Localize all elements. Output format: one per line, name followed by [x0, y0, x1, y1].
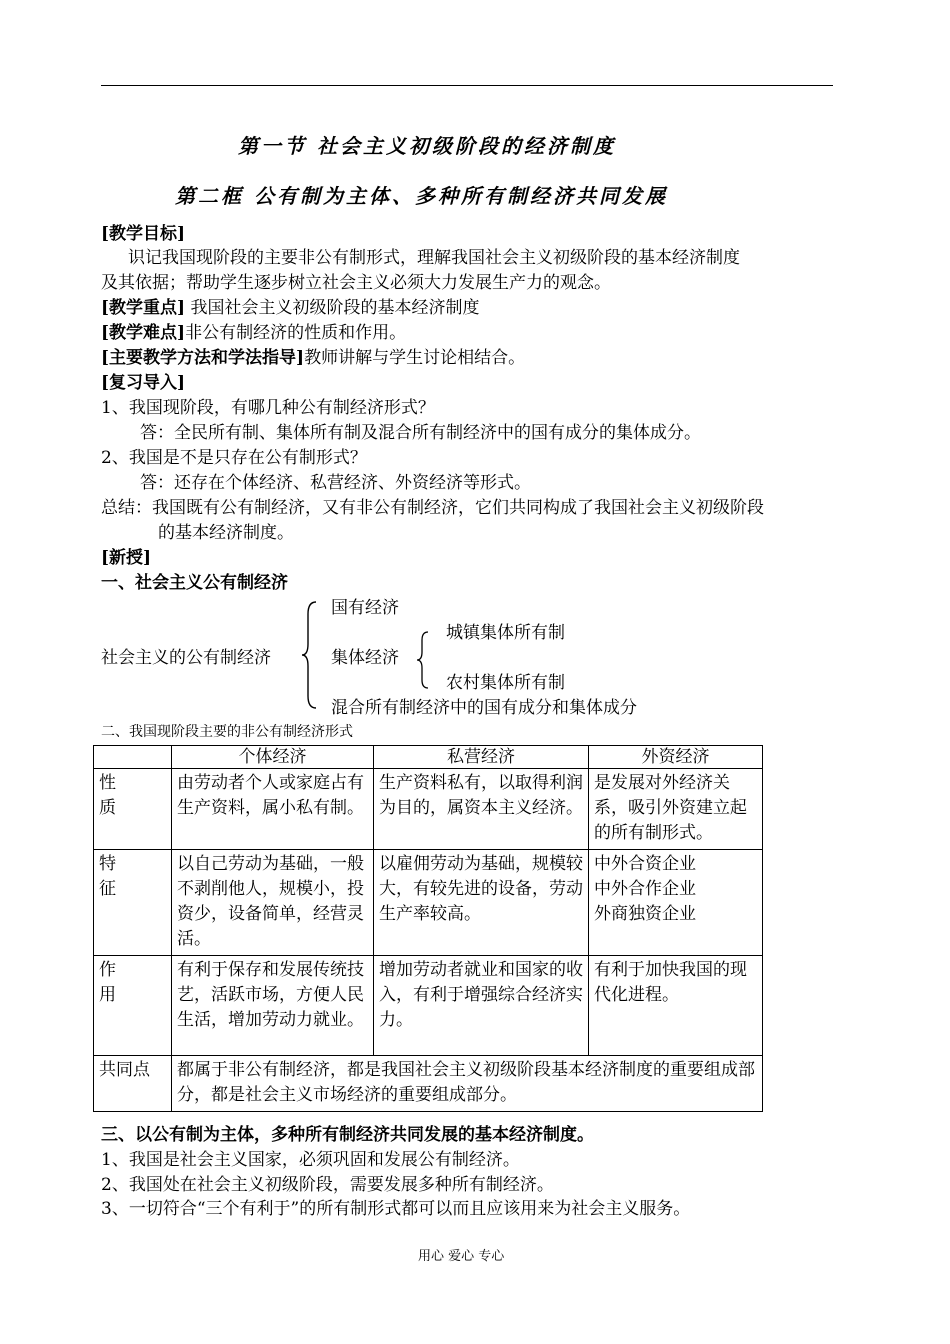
- section-1-heading: 一、社会主义公有制经济: [101, 573, 288, 593]
- tree-state-economy: 国有经济: [331, 598, 399, 618]
- tree-root: 社会主义的公有制经济: [101, 648, 271, 668]
- section-3-point-3: 3、一切符合“三个有利于”的所有制形式都可以而且应该用来为社会主义服务。: [101, 1199, 691, 1219]
- foreign-form-item: 中外合资企业: [594, 854, 696, 874]
- table-header-row: [94, 746, 763, 769]
- row-label: 共同点: [94, 1056, 172, 1112]
- objectives-line-1: 识记我国现阶段的主要非公有制形式，理解我国社会主义初级阶段的基本经济制度: [128, 248, 740, 268]
- page-title: 第一节 社会主义初级阶段的经济制度: [238, 134, 616, 158]
- table-header-cell: 个体经济: [172, 746, 374, 769]
- tree-rural-collective: 农村集体所有制: [446, 673, 565, 693]
- row-label: 性质: [94, 769, 172, 850]
- section-3-point-2: 2、我国处在社会主义初级阶段，需要发展多种所有制经济。: [101, 1175, 554, 1195]
- page-subtitle: 第二框 公有制为主体、多种所有制经济共同发展: [175, 184, 668, 208]
- tree-collective-economy: 集体经济: [331, 648, 399, 668]
- non-public-economy-table: [93, 745, 763, 1112]
- foreign-form-item: 中外合作企业: [594, 879, 696, 899]
- review-summary-line-2: 的基本经济制度。: [158, 523, 294, 543]
- method-label: [主要教学方法和学法指导]: [101, 348, 305, 368]
- row-label: 作用: [94, 956, 172, 1056]
- key-point-label: [教学重点]: [101, 298, 186, 318]
- difficulty-line: [101, 323, 406, 343]
- foreign-form-item: 外商独资企业: [594, 904, 696, 924]
- review-question-1: 1、我国现阶段，有哪几种公有制经济形式？: [101, 398, 435, 418]
- difficulty-text: 非公有制经济的性质和作用。: [185, 323, 407, 343]
- table-header-cell: [94, 746, 172, 769]
- objectives-line-2: 及其依据；帮助学生逐步树立社会主义必须大力发展生产力的观念。: [101, 273, 611, 293]
- review-question-2: 2、我国是不是只存在公有制形式？: [101, 448, 367, 468]
- row-label: 特征: [94, 850, 172, 956]
- section-3-heading: 三、以公有制为主体，多种所有制经济共同发展的基本经济制度。: [101, 1125, 594, 1145]
- table-cell: [589, 850, 763, 956]
- table-row: [94, 769, 763, 850]
- table-cell: 生产资料私有，以取得利润为目的，属资本主义经济。: [374, 769, 589, 850]
- objectives-label: [教学目标]: [101, 224, 186, 244]
- section-2-heading: 二、我国现阶段主要的非公有制经济形式: [101, 724, 353, 740]
- section-3-point-1: 1、我国是社会主义国家，必须巩固和发展公有制经济。: [101, 1150, 520, 1170]
- new-lesson-label: [新授]: [101, 548, 152, 568]
- table-row-common: [94, 1056, 763, 1112]
- table-row: [94, 850, 763, 956]
- review-answer-2: 答：还存在个体经济、私营经济、外资经济等形式。: [140, 473, 531, 493]
- difficulty-label: [教学难点]: [101, 323, 186, 343]
- key-point-text: 我国社会主义初级阶段的基本经济制度: [185, 298, 480, 318]
- review-answer-1: 答：全民所有制、集体所有制及混合所有制经济中的国有成分的集体成分。: [140, 423, 701, 443]
- page-footer: 用心 爱心 专心: [418, 1249, 505, 1264]
- review-summary-line-1: 总结：我国既有公有制经济，又有非公有制经济，它们共同构成了我国社会主义初级阶段: [101, 498, 764, 518]
- tree-urban-collective: 城镇集体所有制: [446, 623, 565, 643]
- table-cell: 由劳动者个人或家庭占有生产资料，属小私有制。: [172, 769, 374, 850]
- outer-brace: [300, 600, 320, 710]
- table-cell: 有利于加快我国的现代化进程。: [589, 956, 763, 1056]
- inner-brace: [415, 630, 431, 690]
- table-cell: 以雇佣劳动为基础，规模较大，有较先进的设备，劳动生产率较高。: [374, 850, 589, 956]
- tree-mixed-ownership: 混合所有制经济中的国有成分和集体成分: [331, 698, 637, 718]
- header-rule: [101, 85, 833, 86]
- table-cell: 是发展对外经济关系，吸引外资建立起的所有制形式。: [589, 769, 763, 850]
- table-cell: 有利于保存和发展传统技艺，活跃市场，方便人民生活，增加劳动力就业。: [172, 956, 374, 1056]
- review-label: [复习导入]: [101, 373, 186, 393]
- key-point-line: [101, 298, 480, 318]
- method-text: 教师讲解与学生讨论相结合。: [304, 348, 526, 368]
- table-header-cell: 私营经济: [374, 746, 589, 769]
- table-cell: 都属于非公有制经济，都是我国社会主义初级阶段基本经济制度的重要组成部分，都是社会主义市场经济的重要组成部分。: [172, 1056, 763, 1112]
- table-header-cell: 外资经济: [589, 746, 763, 769]
- table-cell: 增加劳动者就业和国家的收入，有利于增强综合经济实力。: [374, 956, 589, 1056]
- table-row: [94, 956, 763, 1056]
- method-line: [101, 348, 525, 368]
- table-cell: 以自己劳动为基础，一般不剥削他人，规模小，投资少，设备简单，经营灵活。: [172, 850, 374, 956]
